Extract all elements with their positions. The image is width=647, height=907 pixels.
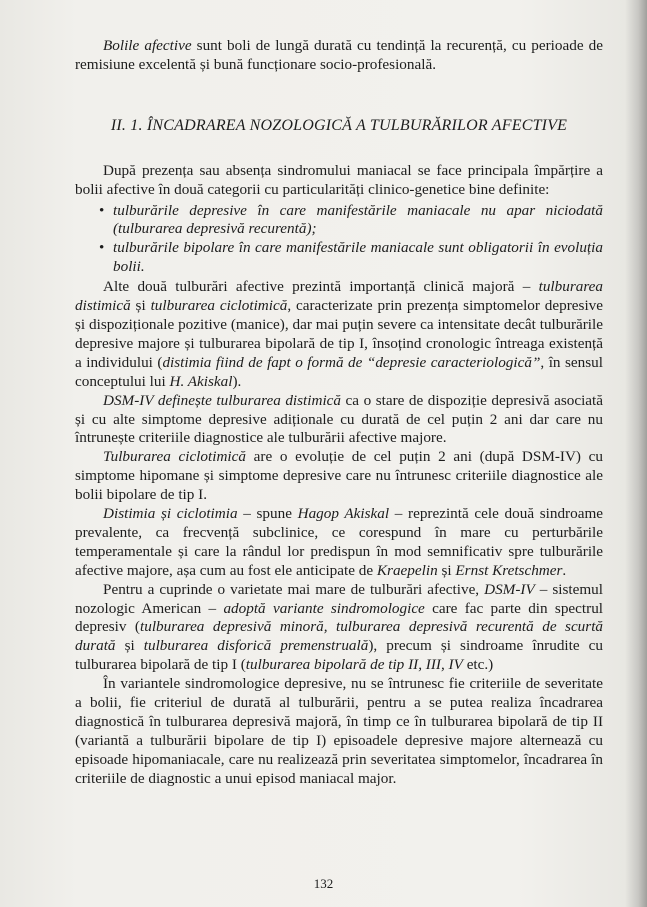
term-dsm-iv: DSM-IV bbox=[484, 580, 535, 598]
term-cyclothymia: Tulburarea ciclotimică bbox=[103, 448, 246, 466]
text-run: . bbox=[562, 561, 567, 579]
bullet-text: tulburările bipolare în care manifestările maniacale sunt obligatorii în evoluția bolii. bbox=[113, 239, 603, 276]
text-run: – sistemul nozologic American – bbox=[75, 580, 603, 617]
book-spine-shadow bbox=[625, 0, 647, 907]
page-number: 132 bbox=[313, 876, 334, 891]
text-run: ). bbox=[232, 372, 242, 390]
text-run: – reprezintă cele două sindroame prevalente, ca frecvență subclinice, ce corespund în mare cu perturbările temperamentale și care la rândul lor predispun în mod semnificativ spre tulburările afective majore, așa cum au fost ele anticipate de bbox=[75, 505, 604, 579]
paragraph-other-disorders bbox=[75, 278, 603, 391]
text-run: are o evoluție de cel puțin 2 ani (după DSM-IV) cu simptome hipomane și simptome depresive care nu întrunesc criteriile diagnostice ale bolii bipolare de tip I. bbox=[75, 448, 603, 504]
bullet-item-depressive bbox=[75, 202, 603, 240]
paragraph-classification: După prezența sau absența sindromului maniacal se face principala împărțire a bolii afective în două categorii cu particularități clinico-genetice bine definite: bbox=[75, 161, 603, 198]
bullet-list bbox=[75, 202, 603, 278]
text-run: ), precum și sindroame înrudite cu tulburarea bipolară de tip I ( bbox=[75, 637, 603, 674]
author-akiskal: H. Akiskal bbox=[169, 372, 233, 390]
text-run: Alte două tulburări afective prezintă importanță clinică majoră – bbox=[103, 278, 539, 296]
text-run: , caracterizate prin prezența simptomelor depresive și dispoziționale pozitive (manice), dar mai puțin severe ca intensitate decât tulburările depresive majore și tulburarea bipolară de tip I, însoțind cronologic întreaga existență a individului ( bbox=[75, 297, 603, 371]
term-dysthymic: tulburarea distimică bbox=[75, 278, 603, 315]
paragraph-dsm-variants bbox=[75, 581, 603, 676]
term-dysthymia-note: distimia fiind de fapt o formă de “depresie caracteriologică” bbox=[162, 353, 541, 371]
bullet-icon: • bbox=[99, 201, 105, 219]
term-distimia-ciclotimia: Distimia și ciclotimia bbox=[103, 505, 238, 523]
section-heading: II. 1. ÎNCADRAREA NOZOLOGICĂ A TULBURĂRILOR AFECTIVE bbox=[110, 116, 568, 134]
term-pmdd: tulburarea disforică premenstruală bbox=[143, 637, 369, 655]
author-kretschmer: Ernst Kretschmer bbox=[455, 561, 563, 579]
author-hagop-akiskal: Hagop Akiskal bbox=[297, 505, 390, 523]
term-depressive-variants: tulburarea depresivă minoră, tulburarea depresivă recurentă de scurtă durată bbox=[75, 618, 604, 655]
intro-term: Bolile afective bbox=[103, 37, 192, 54]
intro-text: sunt boli de lungă durată cu tendință la recurență, cu perioade de remisiune excelentă și bună funcționare socio-profesională. bbox=[75, 37, 603, 73]
bullet-text: tulburările depresive în care manifestările maniacale nu apar niciodată (tulburarea depresivă recurentă); bbox=[113, 201, 603, 238]
term-cyclothymic: tulburarea ciclotimică bbox=[150, 297, 288, 315]
bullet-item-bipolar bbox=[75, 239, 603, 277]
page-body bbox=[75, 37, 603, 789]
text-run: și bbox=[115, 637, 144, 655]
text-run: care fac parte din spectrul depresiv ( bbox=[75, 599, 604, 636]
paragraph-akiskal bbox=[75, 505, 603, 581]
term-variants: adoptă variante sindromologice bbox=[223, 599, 425, 617]
author-kraepelin: Kraepelin bbox=[376, 561, 438, 579]
paragraph-cyclothymia bbox=[75, 448, 603, 505]
text-run: etc.) bbox=[462, 656, 494, 674]
term-bipolar-types: tulburarea bipolară de tip II, III, IV bbox=[245, 656, 463, 674]
text-run: Pentru a cuprinde o varietate mai mare de tulburări afective, bbox=[103, 580, 485, 598]
text-run: și bbox=[437, 561, 456, 579]
paragraph-variants-criteria: În variantele sindromologice depresive, nu se întrunesc fie criteriile de severitate a bolii, fie criteriul de durată al tulburării, pentru a se putea realiza încadrarea diagnostică în tulburarea depresivă majoră, în timp ce în tulburarea bipolară de tip II (variantă a tulburării bipolare de tip I) episoadele depresive majore alternează cu episoade hipomaniacale, care nu realizează prin severitatea simptomelor, încadrarea în criteriile de diagnostic a unui episod maniacal major. bbox=[75, 675, 603, 787]
bullet-icon: • bbox=[99, 239, 105, 257]
paragraph-dsm-dysthymia bbox=[75, 392, 603, 449]
intro-paragraph bbox=[75, 37, 603, 75]
text-run: ca o stare de dispoziție depresivă asociată și cu alte simptome depresive adiționale cu durată de cel puțin 2 ani dar care nu întrunește criteriile diagnostice ale tulburării afective majore. bbox=[75, 391, 603, 447]
text-run: și bbox=[130, 297, 151, 315]
term-dsm-definition: DSM-IV definește tulburarea distimică bbox=[103, 391, 342, 409]
text-run: – spune bbox=[237, 505, 298, 523]
text-run: , în sensul conceptului lui bbox=[75, 353, 603, 390]
